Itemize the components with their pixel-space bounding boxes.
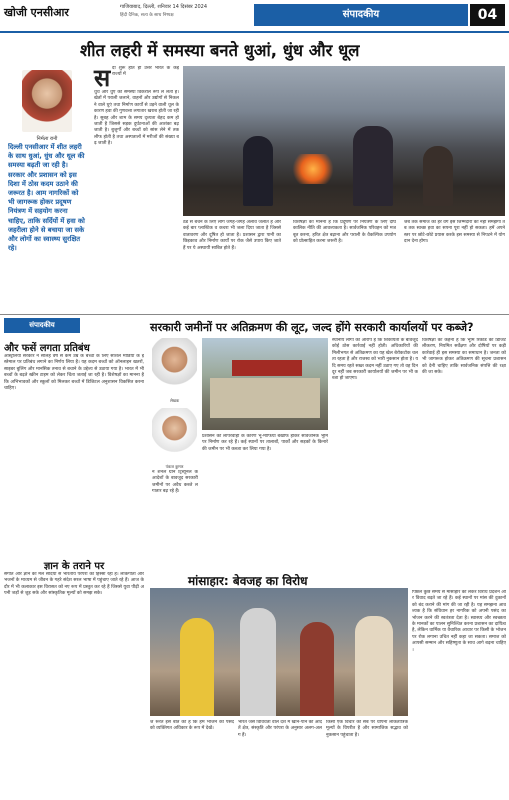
protest-text: किसी एक विचार को सब पर थोपना लोकतांत्रिक मूल्यों के विपरीत है और सामाजिक सद्भाव को नुकसान पहुंचाता है। (326, 720, 408, 738)
lead-text: र्दी शुरू होते ही उत्तर भारत के कई राज्यों में (112, 66, 179, 78)
lead-text: विशेषज्ञों का मानना है कि प्रदूषण पर नियंत्रण के लिए दीर्घकालिक नीति की आवश्यकता है। सार्वजनिक परिवहन को मजबूत करना, हरित क्षेत्र बढ़ाना और पराली के वैकल्पिक उपयोग को प्रोत्साहित करना जरूरी है। (293, 220, 396, 245)
author-photo (22, 70, 72, 132)
photo-caption: लेखक (169, 398, 180, 403)
page-number: 04 (470, 4, 505, 26)
building (210, 378, 320, 418)
person-figure (243, 136, 273, 206)
land-text: ने शनल ग्रीन ट्रिब्यूनल के आदेशों के बावजूद सरकारी जमीनों पर अवैध कब्जे लगातार बढ़ रहे हैं। (152, 470, 198, 495)
office-photo (202, 338, 328, 430)
protest-text: पिछले कुछ समय से मांसाहार को लेकर विरोध प्रदर्शन और विवाद बढ़ते जा रहे हैं। कई स्थानों पर मांस की दुकानों को बंद कराने की मांग की जा रही है। यह समझना आवश्यक है कि संविधान हर नागरिक को अपनी पसंद का भोजन करने की स्वतंत्रता देता है। स्वास्थ्य और स्वच्छता के मानकों का पालन सुनिश्चित करना प्रशासन का दायित्व है, लेकिन धार्मिक या वैचारिक आधार पर किसी के भोजन पर रोक लगाना उचित नहीं कहा जा सकता। समाज को आपसी सम्मान और सहिष्णुता के साथ आगे बढ़ना चाहिए। (412, 590, 506, 653)
lead-headline: शीत लहरी में समस्या बनते धुआं, धुंध और धूल (80, 41, 360, 60)
section-title: संपादकीय (254, 4, 468, 26)
land-headline: सरकारी जमीनों पर अतिक्रमण की लूट, जल्द होंगे सरकारी कार्यालयों पर कब्जे? (150, 321, 474, 334)
person-figure (355, 616, 393, 716)
lead-text: जब तक समाज का हर वर्ग इस जिम्मेदारी को नहीं समझेगा तब तक स्वच्छ हवा का सपना पूरा नहीं हो सकता। हमें अपने स्तर पर छोटे-छोटे प्रयास करके इस समस्या से निपटने में योगदान देना होगा। (404, 220, 505, 245)
land-text: विशेषज्ञों का कहना है कि भूमि रिकॉर्ड का डिजिटलीकरण, नियमित सर्वेक्षण और दोषियों पर कड़ी कार्रवाई ही इस समस्या का समाधान है। जनता को भी जागरूक होकर अतिक्रमण की सूचना प्रशासन को देनी चाहिए ताकि सार्वजनिक संपत्ति की रक्षा की जा सके। (422, 338, 506, 376)
land-text: स्थानीय लोगों का आरोप है कि शिकायतों के बावजूद कोई ठोस कार्रवाई नहीं होती। अधिकारियों की मिलीभगत से अतिक्रमण का यह खेल बेरोकटोक चलता रहता है और राजस्व को भारी नुकसान होता है। यदि समय रहते सख्त कदम नहीं उठाए गए तो वह दिन दूर नहीं जब सरकारी कार्यालयों की जमीन पर भी कब्जा हो जाएगा। (332, 338, 418, 382)
person-figure (300, 622, 334, 716)
person-figure (240, 608, 276, 716)
protest-text: भारत जैसे विविधता वाले देश में खान-पान की आदतें क्षेत्र, संस्कृति और परंपरा के अनुसार अलग-अलग हैं। (238, 720, 322, 738)
masthead (0, 0, 509, 30)
person-photo (152, 338, 197, 398)
drop-cap: स (94, 64, 111, 92)
editorial-label: संपादकीय (4, 318, 80, 333)
lead-text: ठंड से बचने के लिए लोग जगह-जगह अलाव जलाते हैं और कई बार प्लास्टिक व कचरा भी जला दिया जाता है जिससे वातावरण और दूषित हो जाता है। प्रशासन द्वारा पानी का छिड़काव और निर्माण कार्यों पर रोक जैसे उपाय किए जाते हैं पर ये अस्थायी साबित होते हैं। (183, 220, 281, 251)
editorial-title: ज्ञान के तराने पर (43, 561, 105, 572)
divider (0, 314, 509, 315)
sub-line: हिंदी दैनिक, सत्य के साथ निष्पक्ष (120, 13, 174, 18)
editorial-body: संगीत और ज्ञान का मेल सदियों से भारतीय परंपरा का हिस्सा रहा है। लोकगीतों और भजनों के माध्यम से जीवन के गहरे संदेश सरल भाषा में पहुंचाए जाते रहे हैं। आज के दौर में भी कलाकार इस विरासत को नए रूप में प्रस्तुत कर रहे हैं जिससे युवा पीढ़ी अपनी जड़ों से जुड़ सके और सांस्कृतिक मूल्यों को समझ सके। (4, 572, 144, 597)
lead-text: धुंध और धुएं की समस्या विकराल रूप ले लेती है। खेतों में पराली जलाने, वाहनों और उद्योगों से निकलने वाले धुएं तथा निर्माण कार्यों से उड़ने वाली धूल के कारण हवा की गुणवत्ता लगातार खराब होती जा रही है। सुबह और शाम के समय दृश्यता बेहद कम हो जाती है जिससे सड़क दुर्घटनाओं की आशंका बढ़ जाती है। बुजुर्गों और बच्चों को सांस लेने में तकलीफ होती है तथा अस्पतालों में मरीजों की संख्या बढ़ जाती है। (94, 90, 179, 147)
date-line: गाजियाबाद, दिल्ली, शनिवार 14 दिसंबर 2024 (120, 4, 208, 10)
author-name: निर्मला रानी (36, 136, 58, 142)
person-figure (423, 146, 453, 206)
person-photo (152, 408, 197, 464)
editorial-title: और फसें लगता प्रतिबंध (4, 343, 90, 354)
person-figure (180, 618, 214, 716)
protest-text: ज रूरत इस बात की है कि हम भोजन की पसंद को व्यक्तिगत अधिकार के रूप में देखें। (150, 720, 234, 732)
bonfire (288, 154, 338, 184)
protest-photo (150, 588, 408, 716)
land-text: प्रशासन की लापरवाही के कारण भू-माफिया बेखौफ होकर सार्वजनिक भूमि पर निर्माण कर रहे हैं। कई स्थानों पर तालाबों, पार्कों और सड़कों के किनारे की जमीन पर भी कब्जा कर लिया गया है। (202, 434, 328, 452)
lead-summary: दिल्ली एनसीआर में शीत लहरी के साथ धुआं, धुंध और धूल की समस्या बढ़ती जा रही है। सरकार और प्रशासन को इस दिशा में ठोस कदम उठाने की जरूरत है। आम नागरिकों को भी जागरूक होकर प्रदूषण नियंत्रण में सहयोग करना चाहिए, ताकि सर्दियों में हवा को जहरीला होने से बचाया जा सके और लोगों का स्वास्थ्य सुरक्षित रहे। (8, 143, 85, 253)
photo-caption: पंकज कुमार (165, 464, 184, 469)
divider (0, 31, 509, 33)
signboard (232, 360, 302, 376)
smog-photo (183, 66, 505, 216)
protest-headline: मांसाहार: बेवजह का विरोध (188, 574, 308, 588)
person-figure (353, 126, 393, 206)
editorial-body: आस्ट्रेलिया सरकार ने सोलह वर्ष से कम उम्र के बच्चों के लिए सोशल मीडिया के इस्तेमाल पर प्रतिबंध लगाने का निर्णय लिया है। यह कदम बच्चों को ऑनलाइन खतरों, साइबर बुलिंग और मानसिक तनाव से बचाने के उद्देश्य से उठाया गया है। भारत में भी बच्चों के बढ़ते स्क्रीन टाइम को लेकर चिंता जताई जा रही है। विशेषज्ञों का मानना है कि अभिभावकों और स्कूलों को मिलकर बच्चों में डिजिटल अनुशासन विकसित करना चाहिए। (4, 354, 144, 392)
newspaper-brand: खोजी एनसीआर (4, 6, 69, 19)
